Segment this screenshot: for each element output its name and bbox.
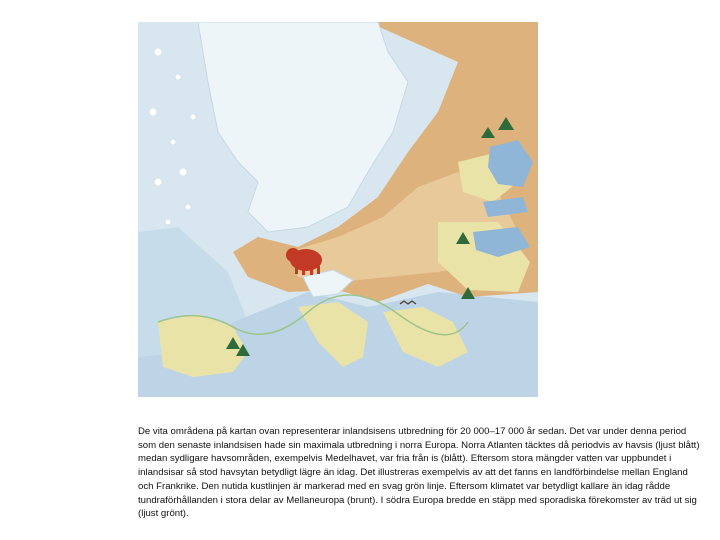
- map-svg: [138, 22, 538, 397]
- map-caption: De vita områdena på kartan ovan representerar inlandsisens utbredning för 20 000–17 000 år sedan. Det var under denna period som den senaste inlandsisen hade sin maximala utbredning i norra Europa. Norra Atlanten täcktes då periodvis av havsis (ljust blått) medan sydligare havsområden, exempelvis Medelhavet, var fria från is (blått). Eftersom stora mängder vatten var uppbundet i inlandsisar så stod havsytan betydligt lägre än idag. Det illustreras exempelvis av att det fanns en landförbindelse mellan England och Frankrike. Den nutida kustlinjen är markerad med en svag grön linje. Eftersom klimatet var betydligt kallare än idag rådde tundraförhållanden i stora delar av Mellaneuropa (brunt). I södra Europa bredde en stäpp med sporadiska förekomster av träd ut sig (ljust grönt).: [138, 426, 700, 520]
- ice-age-europe-map: [138, 22, 538, 397]
